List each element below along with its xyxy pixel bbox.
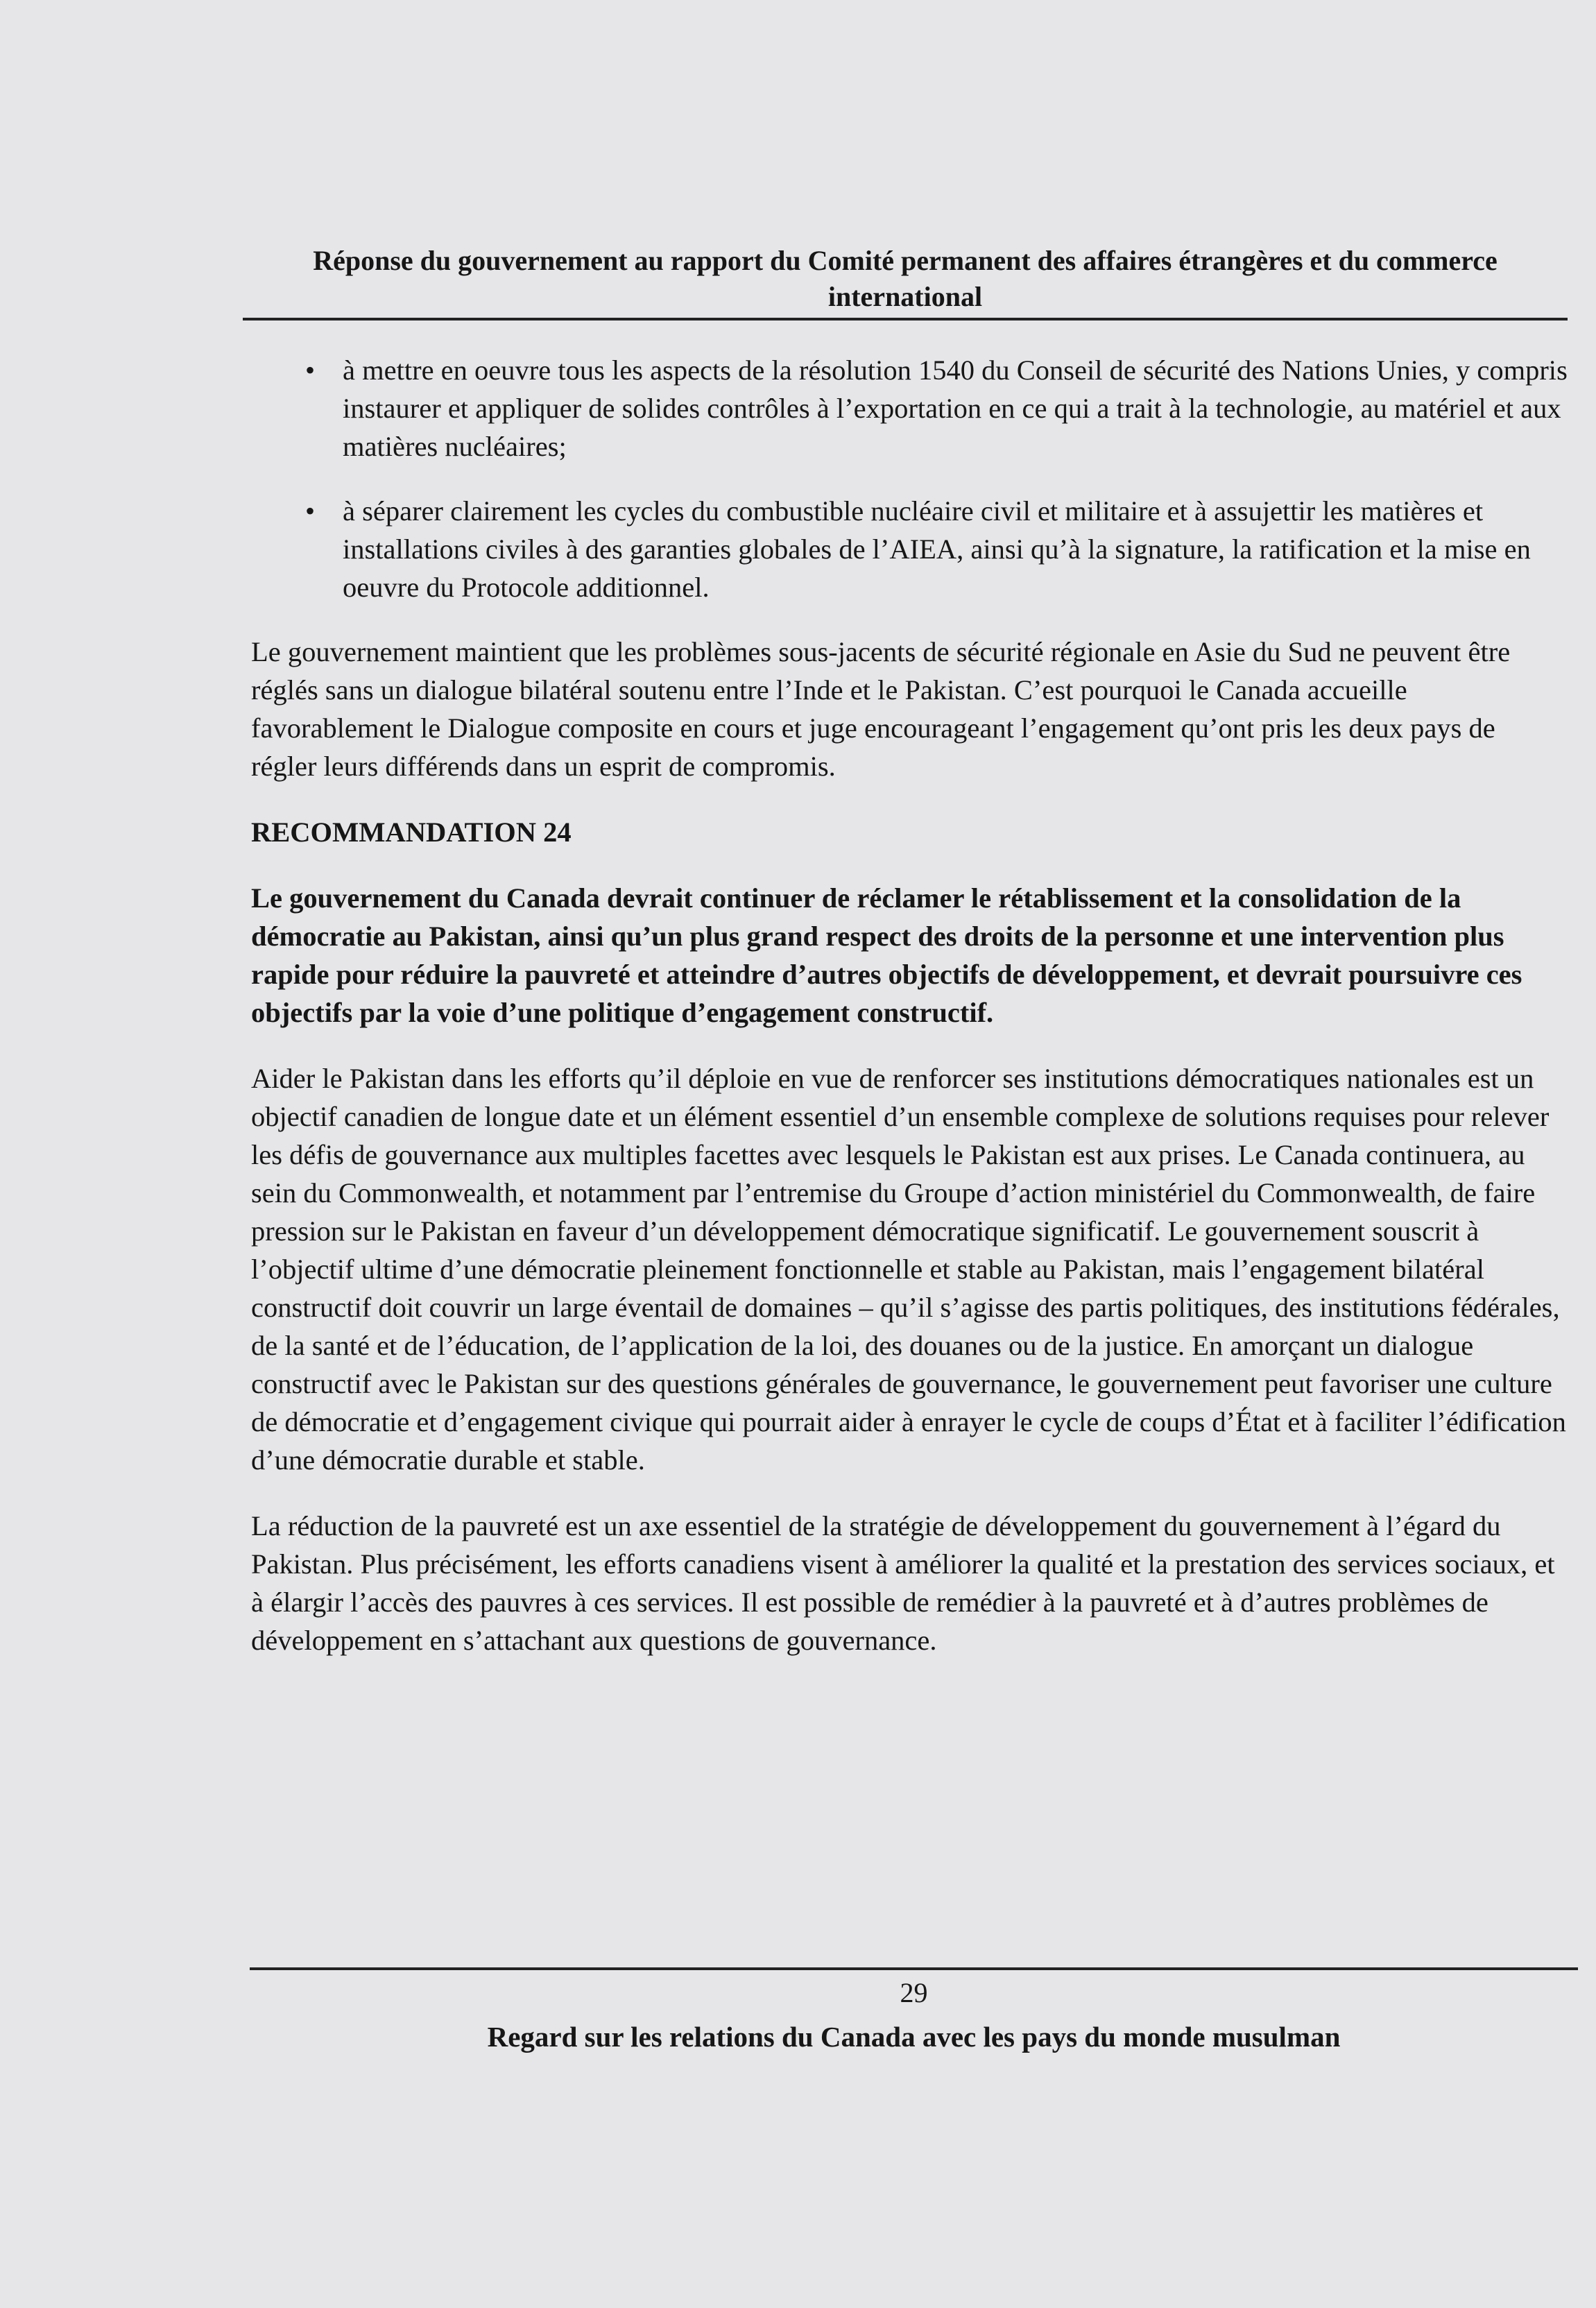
- list-item: [251, 351, 1568, 465]
- header-title: Réponse du gouvernement au rapport du Comité permanent des affaires étrangères et du commerce international: [313, 245, 1498, 312]
- paragraph-regional-security: Le gouvernement maintient que les problèmes sous-jacents de sécurité régionale en Asie du Sud ne peuvent être réglés sans un dialogue bilatéral soutenu entre l’Inde et le Pakistan. C’est pourquoi le Canada accueille favorablement le Dialogue composite en cours et juge encourageant l’engagement qu’ont pris les deux pays de régler leurs différends dans un esprit de compromis.: [251, 636, 1511, 782]
- bullet-marker: •: [305, 354, 316, 386]
- recommendation-text: Le gouvernement du Canada devrait continuer de réclamer le rétablissement et la consolidation de la démocratie au Pakistan, ainsi qu’un plus grand respect des droits de la personne et une intervention plus rapide pour réduire la pauvreté et atteindre d’autres objectifs de développement, et devrait poursuivre ces objectifs par la voie d’une politique d’engagement constructif.: [251, 882, 1522, 1028]
- bullet-list: [251, 351, 1568, 606]
- recommendation-heading: RECOMMANDATION 24: [251, 817, 572, 848]
- page-body: [243, 243, 1568, 1687]
- paragraph-democratic-institutions: Aider le Pakistan dans les efforts qu’il déploie en vue de renforcer ses institutions démocratiques nationales est un objectif canadien de longue date et un élément essentiel d’un ensemble complexe de solutions requises pour relever les défis de gouvernance aux multiples facettes avec lesquels le Pakistan est aux prises. Le Canada continuera, au sein du Commonwealth, et notamment par l’entremise du Groupe d’action ministériel du Commonwealth, de faire pression sur le Pakistan en faveur d’un développement démocratique significatif. Le gouvernement souscrit à l’objectif ultime d’une démocratie pleinement fonctionnelle et stable au Pakistan, mais l’engagement bilatéral constructif doit couvrir un large éventail de domaines – qu’il s’agisse des partis politiques, des institutions fédérales, de la santé et de l’éducation, de l’application de la loi, des douanes ou de la justice. En amorçant un dialogue constructif avec le Pakistan sur des questions générales de gouvernance, le gouvernement peut favoriser une culture de démocratie et d’engagement civique qui pourrait aider à enrayer le cycle de coups d’État et à faciliter l’édification d’une démocratie durable et stable.: [251, 1063, 1566, 1476]
- paragraph-poverty-reduction: La réduction de la pauvreté est un axe essentiel de la stratégie de développement du gouvernement à l’égard du Pakistan. Plus précisément, les efforts canadiens visent à améliorer la qualité et la prestation des services sociaux, et à élargir l’accès des pauvres à ces services. Il est possible de remédier à la pauvreté et à d’autres problèmes de développement en s’attachant aux questions de gouvernance.: [251, 1510, 1555, 1656]
- list-item: [251, 492, 1568, 606]
- bullet-marker: •: [305, 495, 316, 527]
- main-content: [243, 351, 1568, 1659]
- page-footer: [250, 1967, 1578, 2055]
- bullet-text: à mettre en oeuvre tous les aspects de la résolution 1540 du Conseil de sécurité des Nations Unies, y compris instaurer et appliquer de solides contrôles à l’exportation en ce qui a trait à la technologie, au matériel et aux matières nucléaires;: [343, 354, 1568, 462]
- footer-rule: [250, 1967, 1578, 1970]
- page-number: 29: [900, 1977, 928, 2008]
- bullet-text: à séparer clairement les cycles du combustible nucléaire civil et militaire et à assujettir les matières et installations civiles à des garanties globales de l’AIEA, ainsi qu’à la signature, la ratification et la mise en oeuvre du Protocole additionnel.: [343, 495, 1531, 603]
- footer-title: Regard sur les relations du Canada avec les pays du monde musulman: [487, 2021, 1341, 2053]
- header-rule: [243, 318, 1568, 320]
